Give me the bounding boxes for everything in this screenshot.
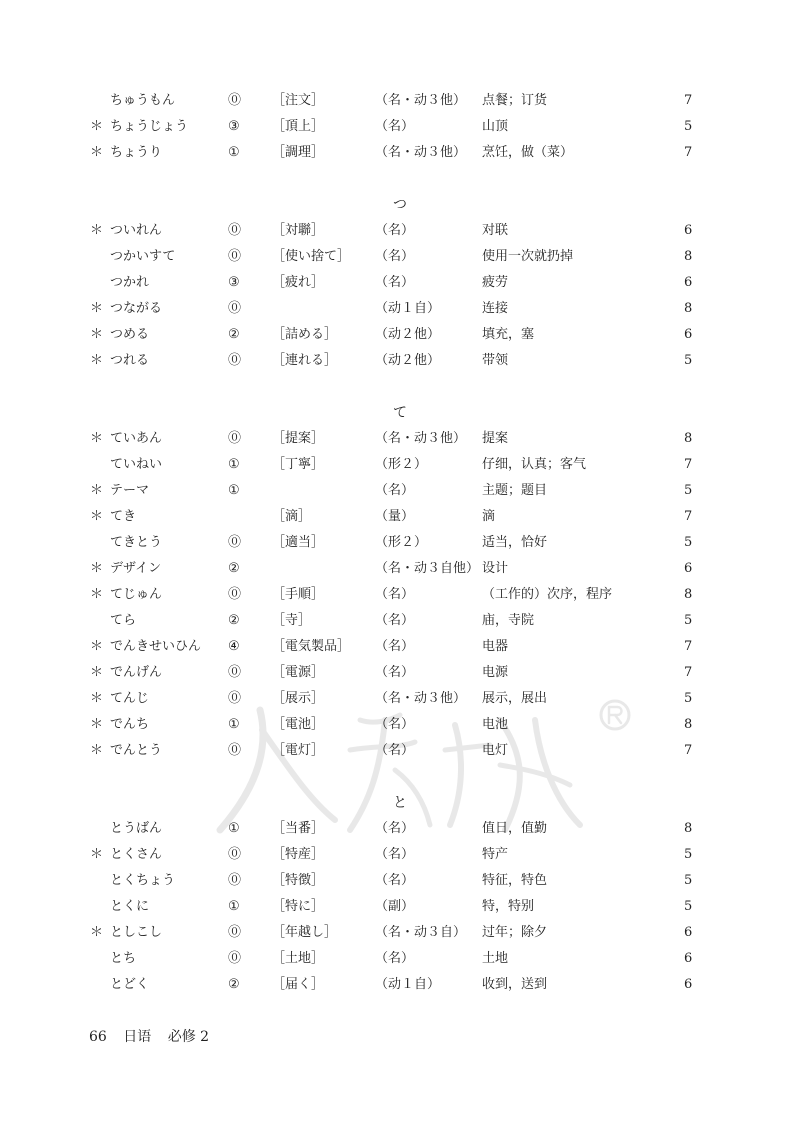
- vocab-entry: [0, 452, 800, 478]
- vocab-entry: [0, 270, 800, 296]
- entry-part-of-speech: （动１自）: [375, 977, 441, 992]
- entry-part-of-speech: （名）: [375, 249, 415, 264]
- entry-kana: でんち: [110, 717, 150, 732]
- entry-meaning: 电池: [482, 717, 509, 732]
- entry-kana: つながる: [110, 301, 163, 316]
- entry-accent: ⓪: [228, 353, 242, 368]
- entry-meaning: 仔细，认真；客气: [482, 457, 587, 472]
- entry-kanji: ［疲れ］: [272, 275, 325, 290]
- entry-meaning: 展示，展出: [482, 691, 548, 706]
- entry-meaning: 特，特别: [482, 899, 535, 914]
- entry-kanji: ［丁寧］: [272, 457, 325, 472]
- entry-part-of-speech: （名・动３他）: [375, 431, 467, 446]
- entry-kana: とくちょう: [110, 873, 176, 888]
- entry-lesson-number: 5: [684, 353, 693, 368]
- entry-kanji: ［特に］: [272, 899, 325, 914]
- entry-part-of-speech: （名）: [375, 223, 415, 238]
- entry-part-of-speech: （名）: [375, 717, 415, 732]
- entry-lesson-number: 6: [684, 275, 693, 290]
- entry-part-of-speech: （名）: [375, 587, 415, 602]
- vocab-entry: [0, 634, 800, 660]
- vocab-entry: [0, 114, 800, 140]
- entry-meaning: 对联: [482, 223, 509, 238]
- vocab-entry: [0, 556, 800, 582]
- entry-kana: ついれん: [110, 223, 163, 238]
- entry-kana: でんとう: [110, 743, 163, 758]
- entry-part-of-speech: （名・动３他）: [375, 691, 467, 706]
- entry-kana: ていあん: [110, 431, 163, 446]
- entry-lesson-number: 5: [684, 119, 693, 134]
- entry-kanji: ［頂上］: [272, 119, 325, 134]
- entry-kanji: ［電気製品］: [272, 639, 351, 654]
- entry-meaning: 山顶: [482, 119, 509, 134]
- entry-part-of-speech: （名・动３自）: [375, 925, 467, 940]
- vocab-entry: [0, 296, 800, 322]
- entry-accent: ⓪: [228, 587, 242, 602]
- new-word-mark: ＊: [90, 743, 104, 758]
- entry-kana: デザイン: [110, 561, 162, 576]
- entry-accent: ③: [228, 119, 240, 134]
- entry-kanji: ［電源］: [272, 665, 325, 680]
- entry-part-of-speech: （副）: [375, 899, 415, 914]
- entry-lesson-number: 6: [684, 561, 693, 576]
- entry-part-of-speech: （名・动３他）: [375, 145, 467, 160]
- entry-lesson-number: 8: [684, 821, 693, 836]
- entry-accent: ⓪: [228, 847, 242, 862]
- vocab-entry: [0, 894, 800, 920]
- new-word-mark: ＊: [90, 509, 104, 524]
- entry-kanji: ［滴］: [272, 509, 312, 524]
- entry-lesson-number: 8: [684, 431, 693, 446]
- entry-kana: とくさん: [110, 847, 163, 862]
- entry-lesson-number: 7: [684, 743, 693, 758]
- new-word-mark: ＊: [90, 717, 104, 732]
- vocab-entry: [0, 868, 800, 894]
- entry-accent: ①: [228, 899, 240, 914]
- entry-accent: ⓪: [228, 535, 242, 550]
- entry-accent: ③: [228, 275, 240, 290]
- entry-kana: とくに: [110, 899, 150, 914]
- new-word-mark: ＊: [90, 119, 104, 134]
- new-word-mark: ＊: [90, 665, 104, 680]
- entry-kana: とどく: [110, 977, 150, 992]
- entry-part-of-speech: （名）: [375, 847, 415, 862]
- entry-lesson-number: 7: [684, 509, 693, 524]
- vocab-entry: [0, 660, 800, 686]
- entry-lesson-number: 6: [684, 327, 693, 342]
- new-word-mark: ＊: [90, 145, 104, 160]
- new-word-mark: ＊: [90, 483, 104, 498]
- vocab-entry: [0, 712, 800, 738]
- entry-meaning: 特征，特色: [482, 873, 548, 888]
- entry-kana: でんきせいひん: [110, 639, 202, 654]
- vocab-entry: [0, 920, 800, 946]
- entry-accent: ⓪: [228, 431, 242, 446]
- entry-accent: ②: [228, 613, 240, 628]
- entry-kana: ちょうり: [110, 145, 163, 160]
- entry-part-of-speech: （动１自）: [375, 301, 441, 316]
- vocab-entry: [0, 218, 800, 244]
- entry-lesson-number: 6: [684, 925, 693, 940]
- entry-accent: ①: [228, 821, 240, 836]
- entry-kana: としこし: [110, 925, 163, 940]
- entry-kanji: ［連れる］: [272, 353, 338, 368]
- entry-part-of-speech: （名）: [375, 743, 415, 758]
- entry-part-of-speech: （名・动３他）: [375, 93, 467, 108]
- entry-accent: ①: [228, 457, 240, 472]
- entry-kanji: ［詰める］: [272, 327, 338, 342]
- new-word-mark: ＊: [90, 431, 104, 446]
- entry-part-of-speech: （名）: [375, 665, 415, 680]
- entry-meaning: 主题；题目: [482, 483, 548, 498]
- new-word-mark: ＊: [90, 691, 104, 706]
- entry-kana: てき: [110, 509, 137, 524]
- vocab-entry: [0, 842, 800, 868]
- entry-meaning: 设计: [482, 561, 509, 576]
- entry-accent: ①: [228, 717, 240, 732]
- entry-kana: とち: [110, 951, 137, 966]
- entry-kanji: ［寺］: [272, 613, 312, 628]
- entry-kanji: ［特徴］: [272, 873, 325, 888]
- page-footer: [89, 1026, 221, 1048]
- entry-meaning: 烹饪，做（菜）: [482, 145, 574, 160]
- entry-kana: でんげん: [110, 665, 163, 680]
- entry-meaning: 适当，恰好: [482, 535, 548, 550]
- entry-meaning: （工作的）次序，程序: [482, 587, 613, 602]
- entry-part-of-speech: （名）: [375, 821, 415, 836]
- entry-accent: ④: [228, 639, 240, 654]
- entry-part-of-speech: （名）: [375, 613, 415, 628]
- entry-accent: ⓪: [228, 249, 242, 264]
- entry-meaning: 值日，值勤: [482, 821, 548, 836]
- entry-accent: ⓪: [228, 743, 242, 758]
- entry-kana: つかれ: [110, 275, 150, 290]
- new-word-mark: ＊: [90, 223, 104, 238]
- vocab-entry: [0, 738, 800, 764]
- section-heading: て: [393, 405, 407, 421]
- entry-lesson-number: 7: [684, 639, 693, 654]
- entry-kanji: ［電灯］: [272, 743, 325, 758]
- new-word-mark: ＊: [90, 301, 104, 316]
- entry-accent: ①: [228, 145, 240, 160]
- entry-kanji: ［調理］: [272, 145, 325, 160]
- entry-meaning: 土地: [482, 951, 509, 966]
- book-title: 日语: [123, 1029, 152, 1045]
- vocab-entry: [0, 946, 800, 972]
- entry-kanji: ［注文］: [272, 93, 325, 108]
- vocab-entry: [0, 244, 800, 270]
- vocab-entry: [0, 88, 800, 114]
- entry-lesson-number: 5: [684, 691, 693, 706]
- new-word-mark: ＊: [90, 327, 104, 342]
- entry-part-of-speech: （名・动３自他）: [375, 561, 480, 576]
- entry-meaning: 特产: [482, 847, 509, 862]
- entry-kana: つかいすて: [110, 249, 176, 264]
- entry-meaning: 带领: [482, 353, 509, 368]
- entry-part-of-speech: （动２他）: [375, 353, 441, 368]
- entry-part-of-speech: （形２）: [375, 457, 428, 472]
- entry-kanji: ［年越し］: [272, 925, 338, 940]
- vocab-entry: [0, 582, 800, 608]
- vocab-entry: [0, 608, 800, 634]
- vocab-entry: [0, 686, 800, 712]
- entry-lesson-number: 5: [684, 847, 693, 862]
- entry-meaning: 庙，寺院: [482, 613, 535, 628]
- vocab-entry: [0, 426, 800, 452]
- entry-kana: ちゅうもん: [110, 93, 176, 108]
- entry-kanji: ［対聯］: [272, 223, 325, 238]
- entry-kana: テーマ: [110, 483, 150, 498]
- entry-meaning: 过年；除夕: [482, 925, 548, 940]
- vocab-entry: [0, 504, 800, 530]
- entry-kana: てんじ: [110, 691, 150, 706]
- entry-accent: ⓪: [228, 691, 242, 706]
- vocab-entry: [0, 322, 800, 348]
- entry-lesson-number: 5: [684, 613, 693, 628]
- vocab-entry: [0, 816, 800, 842]
- new-word-mark: ＊: [90, 639, 104, 654]
- entry-accent: ⓪: [228, 93, 242, 108]
- entry-part-of-speech: （名）: [375, 119, 415, 134]
- entry-meaning: 电器: [482, 639, 509, 654]
- new-word-mark: ＊: [90, 587, 104, 602]
- entry-meaning: 电灯: [482, 743, 509, 758]
- entry-part-of-speech: （名）: [375, 275, 415, 290]
- entry-kanji: ［使い捨て］: [272, 249, 351, 264]
- vocab-entry: [0, 972, 800, 998]
- new-word-mark: ＊: [90, 561, 104, 576]
- entry-lesson-number: 7: [684, 145, 693, 160]
- entry-lesson-number: 7: [684, 665, 693, 680]
- entry-kanji: ［提案］: [272, 431, 325, 446]
- entry-kana: てじゅん: [110, 587, 163, 602]
- entry-meaning: 提案: [482, 431, 509, 446]
- entry-kanji: ［手順］: [272, 587, 325, 602]
- entry-kana: つめる: [110, 327, 150, 342]
- entry-kanji: ［電池］: [272, 717, 325, 732]
- entry-accent: ①: [228, 483, 240, 498]
- entry-lesson-number: 6: [684, 223, 693, 238]
- entry-accent: ②: [228, 561, 240, 576]
- entry-lesson-number: 5: [684, 535, 693, 550]
- entry-accent: ⓪: [228, 223, 242, 238]
- entry-lesson-number: 6: [684, 951, 693, 966]
- entry-meaning: 疲劳: [482, 275, 509, 290]
- entry-lesson-number: 7: [684, 93, 693, 108]
- entry-part-of-speech: （名）: [375, 951, 415, 966]
- entry-lesson-number: 8: [684, 301, 693, 316]
- entry-accent: ⓪: [228, 925, 242, 940]
- entry-kana: てきとう: [110, 535, 163, 550]
- vocab-entry: [0, 478, 800, 504]
- entry-kana: ちょうじょう: [110, 119, 189, 134]
- entry-meaning: 连接: [482, 301, 509, 316]
- entry-lesson-number: 5: [684, 899, 693, 914]
- book-volume: 必修 2: [167, 1029, 210, 1045]
- entry-meaning: 点餐；订货: [482, 93, 548, 108]
- entry-accent: ⓪: [228, 665, 242, 680]
- entry-accent: ⓪: [228, 873, 242, 888]
- vocab-entry: [0, 530, 800, 556]
- entry-kanji: ［特産］: [272, 847, 325, 862]
- entry-part-of-speech: （名）: [375, 483, 415, 498]
- entry-lesson-number: 5: [684, 873, 693, 888]
- vocab-entry: [0, 140, 800, 166]
- new-word-mark: ＊: [90, 925, 104, 940]
- entry-part-of-speech: （量）: [375, 509, 415, 524]
- entry-kanji: ［届く］: [272, 977, 325, 992]
- entry-kana: てら: [110, 613, 137, 628]
- entry-lesson-number: 8: [684, 717, 693, 732]
- section-heading: と: [393, 795, 407, 811]
- entry-kana: ていねい: [110, 457, 163, 472]
- entry-accent: ②: [228, 977, 240, 992]
- entry-lesson-number: 8: [684, 249, 693, 264]
- entry-accent: ⓪: [228, 951, 242, 966]
- section-heading: つ: [393, 197, 407, 213]
- entry-kanji: ［土地］: [272, 951, 325, 966]
- entry-lesson-number: 7: [684, 457, 693, 472]
- vocab-entry: [0, 348, 800, 374]
- entry-part-of-speech: （名）: [375, 639, 415, 654]
- new-word-mark: ＊: [90, 847, 104, 862]
- new-word-mark: ＊: [90, 353, 104, 368]
- entry-meaning: 收到，送到: [482, 977, 548, 992]
- entry-part-of-speech: （形２）: [375, 535, 428, 550]
- entry-part-of-speech: （动２他）: [375, 327, 441, 342]
- entry-part-of-speech: （名）: [375, 873, 415, 888]
- entry-kanji: ［展示］: [272, 691, 325, 706]
- entry-meaning: 电源: [482, 665, 509, 680]
- entry-accent: ⓪: [228, 301, 242, 316]
- entry-lesson-number: 8: [684, 587, 693, 602]
- entry-accent: ②: [228, 327, 240, 342]
- entry-kanji: ［適当］: [272, 535, 325, 550]
- entry-lesson-number: 5: [684, 483, 693, 498]
- entry-kana: とうばん: [110, 821, 163, 836]
- entry-kana: つれる: [110, 353, 150, 368]
- entry-meaning: 滴: [482, 509, 496, 524]
- entry-kanji: ［当番］: [272, 821, 325, 836]
- entry-lesson-number: 6: [684, 977, 693, 992]
- entry-meaning: 使用一次就扔掉: [482, 249, 574, 264]
- page-number: 66: [89, 1029, 107, 1045]
- entry-meaning: 填充，塞: [482, 327, 535, 342]
